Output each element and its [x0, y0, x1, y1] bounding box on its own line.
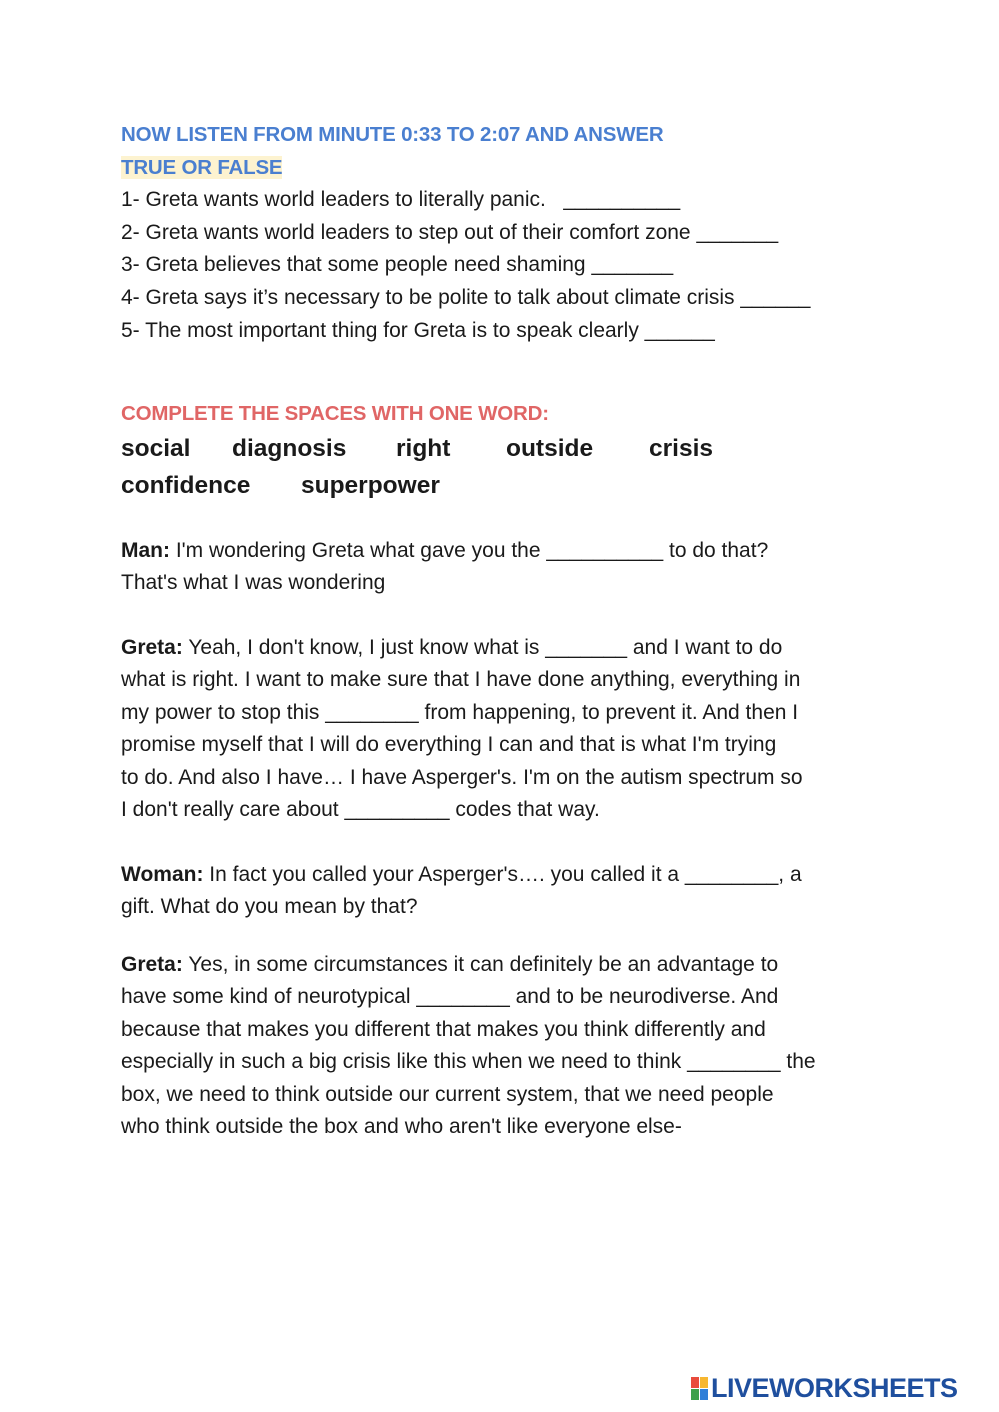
word-superpower: superpower: [301, 471, 440, 499]
listening-heading-line2: [121, 151, 881, 184]
dialogue-line: gift. What do you mean by that?: [121, 895, 418, 919]
logo-square: [700, 1389, 708, 1400]
dialogue-line: I don't really care about _________ codes that way.: [121, 798, 600, 822]
true-false-list: [121, 184, 881, 348]
speaker-label: Greta:: [121, 952, 183, 976]
word-outside: outside: [506, 434, 594, 462]
word-bank: [121, 430, 881, 504]
question-text: 1- Greta wants world leaders to literally panic.: [121, 188, 546, 211]
dialogue-line: Yes, in some circumstances it can definitely be an advantage to: [182, 952, 779, 976]
dialogue-line: Yeah, I don't know, I just know what is _______ and I want to do: [182, 635, 783, 659]
answer-blank[interactable]: ______: [638, 318, 715, 342]
dialogue-woman: [121, 859, 881, 924]
list-item: [121, 315, 881, 348]
true-false-label: TRUE OR FALSE: [121, 156, 283, 179]
dialogue-greta-1: [121, 632, 881, 827]
dialogue-line: to do. And also I have… I have Asperger's. I'm on the autism spectrum so: [121, 765, 803, 789]
liveworksheets-logo: [691, 1373, 958, 1403]
question-text: 2- Greta wants world leaders to step out of their comfort zone: [121, 220, 691, 244]
word-right: right: [396, 434, 451, 462]
word-bank-row: [121, 467, 881, 504]
dialogue-line: have some kind of neurotypical ________ and to be neurodiverse. And: [121, 985, 779, 1009]
listening-heading-line1: NOW LISTEN FROM MINUTE 0:33 TO 2:07 AND ANSWER: [121, 123, 664, 146]
dialogue-line: In fact you called your Asperger's…. you called it a ________, a: [203, 862, 802, 886]
answer-blank[interactable]: _______: [585, 253, 674, 277]
answer-blank[interactable]: __________: [545, 188, 681, 211]
listening-heading: [121, 118, 881, 184]
speaker-label: Woman:: [121, 862, 204, 886]
answer-blank[interactable]: ______: [734, 286, 811, 310]
dialogue-line: promise myself that I will do everything I can and that is what I'm trying: [121, 733, 777, 757]
dialogue-line: I'm wondering Greta what gave you the __________ to do that?: [170, 538, 769, 562]
logo-mark-icon: [691, 1377, 708, 1400]
speaker-label: Man:: [121, 538, 170, 562]
list-item: [121, 282, 881, 315]
dialogue-man: [121, 535, 881, 600]
logo-square: [700, 1377, 708, 1388]
dialogue-line: who think outside the box and who aren't like everyone else-: [121, 1115, 682, 1139]
question-text: 5- The most important thing for Greta is to speak clearly: [121, 318, 639, 342]
dialogue-line: box, we need to think outside our current system, that we need people: [121, 1082, 774, 1106]
logo-text: LIVEWORKSHEETS: [711, 1372, 958, 1403]
word-confidence: confidence: [121, 471, 251, 499]
dialogue-greta-2: [121, 949, 881, 1144]
list-item: [121, 249, 881, 282]
dialogue-line: especially in such a big crisis like this when we need to think ________ the: [121, 1050, 816, 1074]
question-text: 4- Greta says it’s necessary to be polite to talk about climate crisis: [121, 286, 735, 310]
question-text: 3- Greta believes that some people need shaming: [121, 253, 586, 277]
worksheet-page: [121, 118, 881, 1144]
dialogue-line: my power to stop this ________ from happening, to prevent it. And then I: [121, 700, 799, 724]
word-crisis: crisis: [649, 434, 714, 462]
answer-blank[interactable]: _______: [690, 220, 779, 244]
logo-square: [691, 1389, 699, 1400]
list-item: [121, 217, 881, 250]
word-diagnosis: diagnosis: [232, 434, 347, 462]
dialogue-line: That's what I was wondering: [121, 571, 386, 595]
word-social: social: [121, 434, 191, 462]
list-item: [121, 184, 881, 217]
complete-heading: COMPLETE THE SPACES WITH ONE WORD:: [121, 401, 549, 425]
speaker-label: Greta:: [121, 635, 183, 659]
word-bank-row: [121, 430, 881, 467]
dialogue-line: what is right. I want to make sure that I have done anything, everything in: [121, 668, 801, 692]
dialogue-line: because that makes you different that makes you think differently and: [121, 1017, 766, 1041]
logo-square: [691, 1377, 699, 1388]
